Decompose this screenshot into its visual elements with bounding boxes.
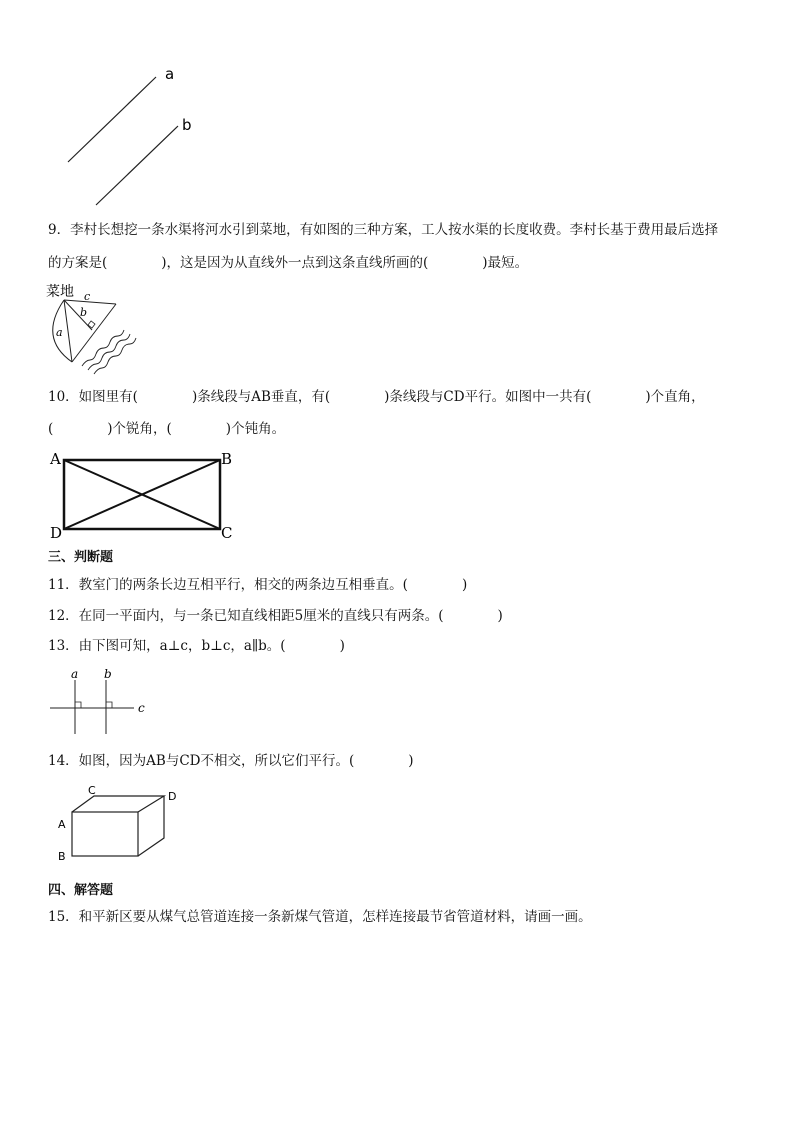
field-label: 菜地 — [46, 284, 74, 300]
label-c: c — [138, 701, 145, 715]
label-c: c — [84, 290, 91, 303]
front-face — [72, 812, 138, 856]
q12-text: 12．在同一平面内，与一条已知直线相距5厘米的直线只有两条。( ) — [48, 608, 503, 624]
label-a: a — [165, 65, 175, 83]
parallel-lines-figure — [60, 60, 200, 210]
river-wave-2 — [88, 334, 130, 370]
river-wave-3 — [94, 338, 136, 374]
right-angle-mark-a — [75, 702, 81, 708]
vertex-d: D — [168, 790, 177, 803]
river-wave-1 — [82, 330, 124, 366]
river-bank — [72, 304, 116, 362]
canal-plan-figure — [44, 280, 164, 370]
path-b — [64, 300, 92, 330]
vertex-b: B — [58, 850, 66, 863]
cuboid-figure — [56, 782, 186, 866]
label-a: a — [71, 667, 79, 681]
label-b: b — [80, 306, 88, 319]
q14-text: 14．如图，因为AB与CD不相交，所以它们平行。( ) — [48, 753, 414, 769]
perpendicular-lines-figure — [48, 666, 158, 736]
q11-text: 11．教室门的两条长边互相平行，相交的两条边互相垂直。( ) — [48, 577, 468, 593]
label-a: a — [56, 326, 63, 339]
q9-line2: 的方案是( )，这是因为从直线外一点到这条直线所画的( )最短。 — [48, 255, 529, 271]
label-b: b — [182, 116, 192, 134]
q10-line1: 10．如图里有( )条线段与AB垂直，有( )条线段与CD平行。如图中一共有( )个直角， — [48, 389, 705, 405]
vertex-c: C — [88, 784, 96, 797]
vertex-b: B — [221, 450, 233, 468]
section-3-title: 三、判断题 — [48, 550, 114, 565]
section-4-title: 四、解答题 — [48, 883, 114, 898]
rectangle-diagonals-figure — [48, 448, 248, 542]
q15-text: 15．和平新区要从煤气总管道连接一条新煤气管道，怎样连接最节省管道材料，请画一画。 — [48, 909, 592, 925]
vertex-d: D — [50, 524, 63, 542]
q9-line1: 9．李村长想挖一条水渠将河水引到菜地，有如图的三种方案，工人按水渠的长度收费。李村长基于费用最后选择 — [48, 222, 719, 238]
right-angle-mark-b — [106, 702, 112, 708]
q10-line2: ( )个锐角，( )个钝角。 — [48, 421, 286, 437]
line-b — [96, 126, 178, 205]
vertex-a: A — [50, 450, 61, 468]
vertex-a: A — [58, 818, 66, 831]
side-face — [138, 796, 164, 856]
label-b: b — [104, 667, 112, 681]
line-a — [68, 77, 156, 162]
q13-text: 13．由下图可知，a⊥c，b⊥c，a∥b。( ) — [48, 638, 345, 654]
vertex-c: C — [221, 524, 233, 542]
path-a — [64, 300, 72, 362]
top-face — [72, 796, 164, 812]
